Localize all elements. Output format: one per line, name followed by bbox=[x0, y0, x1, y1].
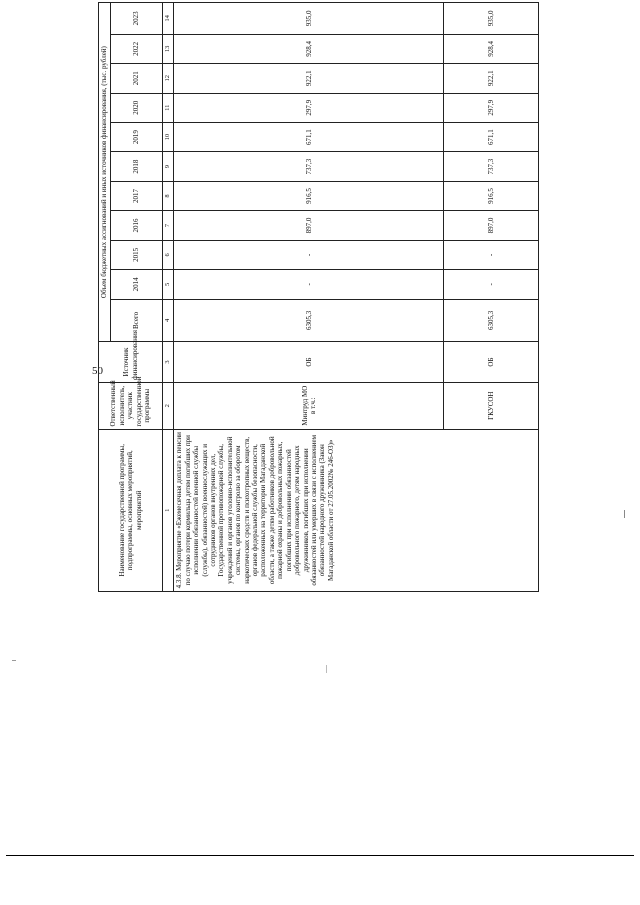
column-number: 2 bbox=[163, 382, 174, 429]
header-year: 2019 bbox=[111, 122, 163, 151]
header-funding-group: Объем бюджетных ассигнований и иных источников финансирования, (тыс. рублей) bbox=[99, 3, 111, 342]
header-year: 2023 bbox=[111, 3, 163, 35]
row-value: 928,4 bbox=[444, 34, 539, 63]
row-value: 897,0 bbox=[174, 211, 444, 240]
header-year: 2016 bbox=[111, 211, 163, 240]
header-year: 2017 bbox=[111, 181, 163, 210]
header-year: 2015 bbox=[111, 240, 163, 269]
column-number: 12 bbox=[163, 64, 174, 93]
row-executor: Минтруд МО в т.ч.: bbox=[174, 382, 444, 429]
row-source: ОБ bbox=[444, 342, 539, 383]
header-year: 2018 bbox=[111, 152, 163, 181]
scan-mark bbox=[624, 510, 625, 518]
page-number: 50 bbox=[92, 365, 103, 377]
row-value: 922,1 bbox=[444, 64, 539, 93]
row-value: - bbox=[174, 240, 444, 269]
header-executor: Ответственный исполнитель, участник государственной программы bbox=[99, 382, 163, 429]
column-number: 14 bbox=[163, 3, 174, 35]
bottom-rule bbox=[6, 855, 634, 856]
column-number: 7 bbox=[163, 211, 174, 240]
row-value: 6305,3 bbox=[174, 299, 444, 342]
row-value: 897,0 bbox=[444, 211, 539, 240]
row-value: 916,5 bbox=[444, 181, 539, 210]
row-value: 671,1 bbox=[174, 122, 444, 151]
row-value: 671,1 bbox=[444, 122, 539, 151]
header-year: 2014 bbox=[111, 270, 163, 299]
row-value: 6305,3 bbox=[444, 299, 539, 342]
column-number: 1 bbox=[163, 429, 174, 591]
row-value: 737,3 bbox=[444, 152, 539, 181]
rotated-table-wrapper bbox=[98, 2, 538, 592]
column-number: 4 bbox=[163, 299, 174, 342]
column-number: 5 bbox=[163, 270, 174, 299]
column-number: 13 bbox=[163, 34, 174, 63]
column-number: 6 bbox=[163, 240, 174, 269]
row-value: - bbox=[444, 240, 539, 269]
column-number: 10 bbox=[163, 122, 174, 151]
row-value: 928,4 bbox=[174, 34, 444, 63]
row-name: 4.3.8. Мероприятие «Ежемесячная доплата к пенсии по случаю потери кормильца детям погибших при исполнении обязанностей военной службы (службы), обязанностей) военнослужащих и сотрудников органов внутренних дел, Государственной противопожарной службы, учреждений и органов уголовно-исполнительной системы, органов по контролю за оборотом наркотических средств и психотропных веществ, органов федеральной службы безопасности, расположенных на территории Магаданской области, а также детям работников добровольной пожарной охраны и добровольных пожарных, погибших при исполнении обязанностей добровольного пожарного, детям народных дружинников, погибших при исполнении обязанностей или умерших в связи с исполнением обязанностей народного дружинника (Закон Магаданской области от 27.05.2002№ 246-ОЗ)» bbox=[174, 429, 539, 591]
column-number: 8 bbox=[163, 181, 174, 210]
scan-mark bbox=[12, 660, 16, 661]
table-row bbox=[174, 3, 444, 592]
row-value: 935,0 bbox=[444, 3, 539, 35]
row-value: 737,3 bbox=[174, 152, 444, 181]
funding-table bbox=[98, 2, 539, 592]
row-executor: ГКУСОН bbox=[444, 382, 539, 429]
row-value: - bbox=[444, 270, 539, 299]
scan-mark bbox=[326, 665, 327, 673]
header-year: 2020 bbox=[111, 93, 163, 122]
row-source: ОБ bbox=[174, 342, 444, 383]
row-value: 922,1 bbox=[174, 64, 444, 93]
row-value: - bbox=[174, 270, 444, 299]
column-number: 9 bbox=[163, 152, 174, 181]
row-value: 297,9 bbox=[174, 93, 444, 122]
column-number: 3 bbox=[163, 342, 174, 383]
column-number: 11 bbox=[163, 93, 174, 122]
header-source: Источник финансирования bbox=[99, 342, 163, 383]
row-value: 935,0 bbox=[174, 3, 444, 35]
header-name: Наименование государственной программы, подпрограммы, основных мероприятий, мероприятий bbox=[99, 429, 163, 591]
row-value: 297,9 bbox=[444, 93, 539, 122]
header-year: Всего bbox=[111, 299, 163, 342]
row-value: 916,5 bbox=[174, 181, 444, 210]
header-year: 2022 bbox=[111, 34, 163, 63]
header-year: 2021 bbox=[111, 64, 163, 93]
